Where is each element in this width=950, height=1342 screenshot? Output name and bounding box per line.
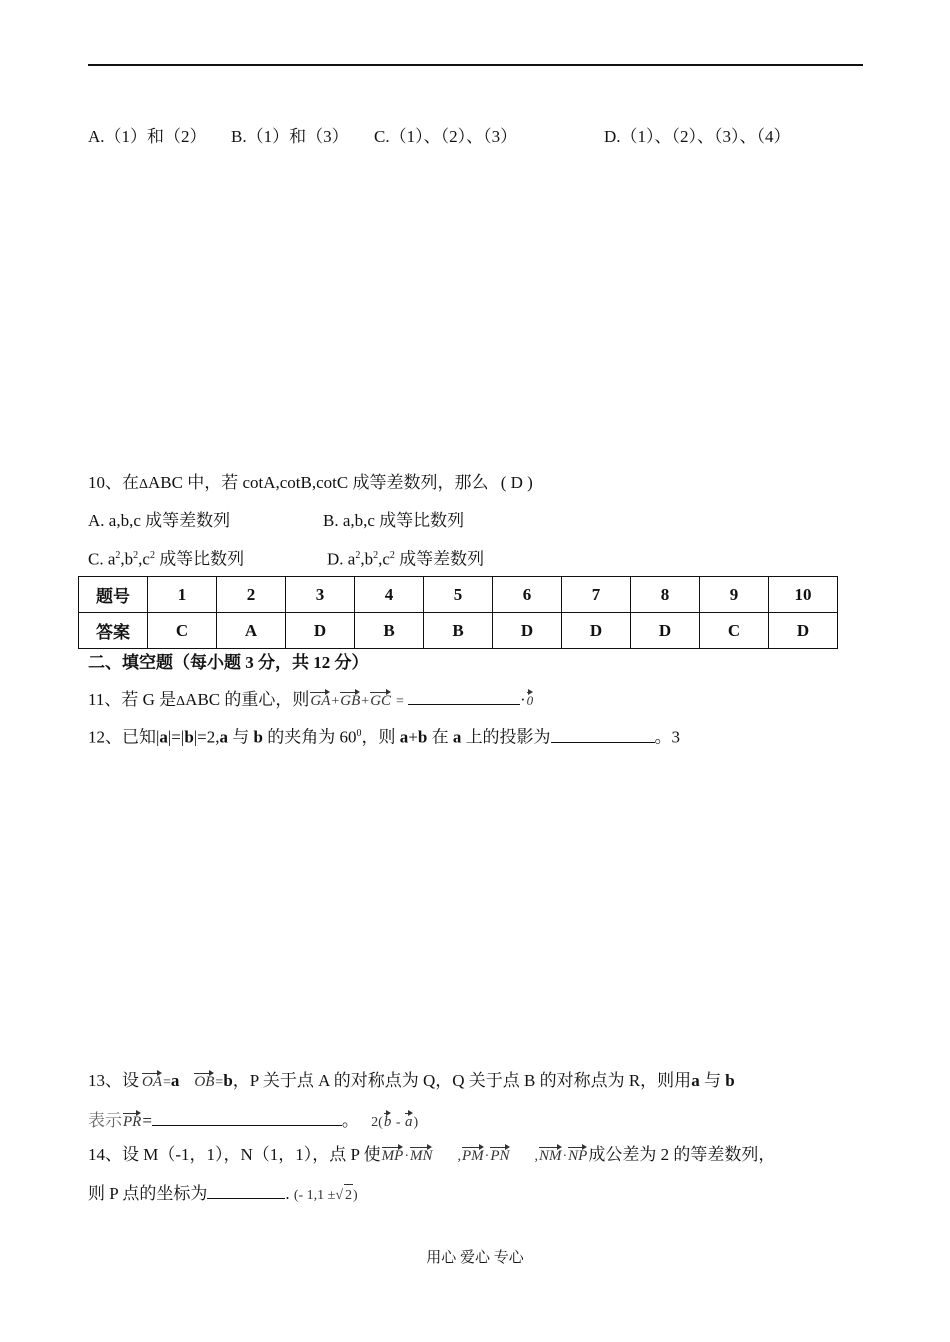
table-row-numbers: [79, 577, 838, 613]
table-cell-number: 10: [769, 577, 838, 613]
answer-blank: [207, 1182, 285, 1199]
q12-text-7: 在: [427, 727, 453, 747]
superscript: 2: [133, 550, 139, 561]
q10-option-d-label: D. a: [327, 549, 356, 569]
vector-a: a: [219, 727, 229, 747]
table-cell-answer: D: [769, 613, 838, 649]
q10-option-d-c: ,c: [378, 549, 390, 569]
vector-nm: NM: [538, 1145, 563, 1167]
table-cell-number: 9: [700, 577, 769, 613]
q10-text: ABC 中，若 cotA,cotB,cotC 成等差数列，那么: [148, 473, 489, 492]
q10-option-c-rest: 成等比数列: [159, 549, 245, 569]
table-cell-answer: D: [493, 613, 562, 649]
q10-option-c: [88, 545, 244, 571]
vector-a: a: [452, 727, 462, 747]
period: 。: [341, 1111, 359, 1130]
q11-text: ABC 的重心，则: [185, 690, 310, 709]
vector-pn: PN: [489, 1145, 510, 1167]
q9-option-b: B.（1）和（3）: [231, 127, 349, 146]
q9-option-c: C.（1）、（2）、（3）: [374, 127, 518, 146]
q12-answer: 。3: [654, 727, 681, 747]
q13-answer-pre: 2(: [371, 1115, 383, 1130]
q10-option-d-rest: 成等差数列: [399, 549, 485, 569]
q14-answer: (- 1,1 ±√ 2): [294, 1188, 358, 1203]
q11-answer: 0: [526, 690, 535, 712]
section-heading: 二、填空题（每小题 3 分，共 12 分）: [88, 653, 369, 672]
q13-answer: [371, 1115, 418, 1130]
q14-line-2: [88, 1182, 358, 1207]
q11: [88, 688, 534, 713]
header-rule: [88, 64, 863, 66]
answer-blank: [408, 688, 520, 705]
q10-prefix: 10、在: [88, 473, 139, 492]
comma: ,: [534, 1149, 538, 1164]
vector-a: a: [159, 727, 168, 747]
vector-mn: MN: [409, 1145, 434, 1167]
answer-blank: [551, 726, 655, 743]
equals-sign: =: [215, 1075, 224, 1090]
table-cell-number: 4: [355, 577, 424, 613]
table-cell-number: 6: [493, 577, 562, 613]
table-header-label: 题号: [79, 577, 148, 613]
q10-option-c-b: ,b: [120, 549, 134, 569]
q11-prefix: 11、若 G 是: [88, 690, 177, 709]
superscript: 2: [355, 550, 361, 561]
table-cell-answer: B: [424, 613, 493, 649]
plus-sign: +: [331, 694, 340, 709]
table-cell-answer: C: [148, 613, 217, 649]
q14-answer-post: ): [353, 1188, 358, 1203]
q12-text-1: 12、已知|: [88, 727, 160, 747]
table-cell-number: 2: [217, 577, 286, 613]
q10-option-d-b: ,b: [360, 549, 374, 569]
q14-prefix: 14、设 M（-1，1），N（1，1），点 P 使: [88, 1145, 381, 1164]
table-answer-label: 答案: [79, 613, 148, 649]
q13-text: ，P 关于点 A 的对称点为 Q，Q 关于点 B 的对称点为 R，则用: [232, 1071, 692, 1090]
table-cell-number: 5: [424, 577, 493, 613]
plus-sign: +: [361, 694, 370, 709]
equals-sign: =: [142, 1111, 152, 1130]
comma: ,: [457, 1149, 461, 1164]
vector-b: b: [184, 727, 194, 747]
answer-blank: [152, 1109, 342, 1126]
q14-text: 成公差为 2 的等差数列，: [588, 1145, 776, 1164]
table-cell-number: 8: [631, 577, 700, 613]
triangle-symbol: Δ: [176, 694, 186, 709]
vector-b: b: [417, 727, 428, 747]
vector-ga: GA: [309, 690, 331, 712]
sqrt-value: 2: [344, 1184, 353, 1207]
q10-option-c-c: ,c: [138, 549, 150, 569]
q14-line2: 则 P 点的坐标为: [88, 1184, 208, 1203]
vector-b: b: [725, 1071, 735, 1090]
table-cell-answer: B: [355, 613, 424, 649]
q12: [88, 723, 680, 749]
q10-option-c-label: C. a: [88, 549, 116, 569]
table-cell-answer: D: [286, 613, 355, 649]
q10-stem: [88, 472, 533, 496]
q9-option-a: A.（1）和（2）: [88, 127, 207, 146]
q13-with: 与: [699, 1071, 726, 1090]
superscript: 2: [373, 550, 379, 561]
dot-symbol: ·: [562, 1149, 568, 1164]
q12-text-2: |=|: [167, 727, 185, 747]
q10-option-b: B. a,b,c 成等比数列: [323, 511, 465, 530]
q12-text-5: 的夹角为 60: [263, 727, 357, 747]
superscript: 2: [389, 550, 395, 561]
superscript: 2: [115, 550, 121, 561]
vector-b: b: [383, 1111, 393, 1133]
vector-gc: GC: [369, 690, 392, 712]
vector-gb: GB: [339, 690, 361, 712]
dot-symbol: ·: [484, 1149, 490, 1164]
equals-sign: =: [163, 1075, 171, 1090]
vector-b: b: [223, 1071, 233, 1090]
degree-superscript: 0: [356, 728, 362, 739]
q12-text-4: 与: [228, 727, 254, 747]
vector-mp: MP: [381, 1145, 405, 1167]
q10-option-a: A. a,b,c 成等差数列: [88, 511, 231, 530]
q14-line-1: [88, 1144, 775, 1168]
q10-option-d: [327, 545, 484, 571]
answer-table: [78, 576, 838, 649]
q9-option-d: D.（1）、（2）、（3）、（4）: [604, 127, 791, 146]
q14-answer-pre: (- 1,1 ±: [293, 1188, 336, 1203]
vector-b: b: [253, 727, 263, 747]
vector-oa: OA: [141, 1071, 163, 1093]
vector-pr: PR: [122, 1111, 142, 1133]
page-footer: 用心 爱心 专心: [426, 1250, 524, 1266]
vector-np: NP: [567, 1145, 588, 1167]
q12-text-3: |=2,: [193, 727, 220, 747]
vector-pm: PM: [461, 1145, 485, 1167]
minus-sign: -: [392, 1115, 405, 1130]
q10-answer: ( D ): [500, 473, 533, 492]
vector-a: a: [170, 1071, 180, 1090]
vector-a: a: [399, 727, 409, 747]
table-cell-number: 3: [286, 577, 355, 613]
table-cell-answer: A: [217, 613, 286, 649]
triangle-symbol: Δ: [139, 477, 149, 492]
table-cell-answer: D: [631, 613, 700, 649]
period: .: [285, 1184, 290, 1203]
q13-line-1: [88, 1070, 735, 1094]
superscript: 2: [149, 550, 155, 561]
q12-text-6: ，则: [361, 727, 400, 747]
plus-sign: +: [408, 727, 418, 747]
vector-ob: OB: [193, 1071, 215, 1093]
q13-prefix: 13、设: [88, 1071, 139, 1090]
table-cell-number: 1: [148, 577, 217, 613]
table-cell-answer: D: [562, 613, 631, 649]
dot-symbol: ·: [519, 690, 526, 709]
vector-a: a: [691, 1071, 700, 1090]
q12-text-8: 上的投影为: [461, 727, 551, 747]
equals-sign: =: [396, 694, 404, 709]
q13-answer-post: ): [413, 1115, 419, 1130]
q13-line2-prefix: 表示: [88, 1111, 122, 1130]
dot-symbol: ·: [404, 1149, 409, 1164]
q13-line-2: [88, 1109, 418, 1134]
table-cell-number: 7: [562, 577, 631, 613]
table-row-answers: [79, 613, 838, 649]
table-cell-answer: C: [700, 613, 769, 649]
vector-a: a: [404, 1111, 414, 1133]
